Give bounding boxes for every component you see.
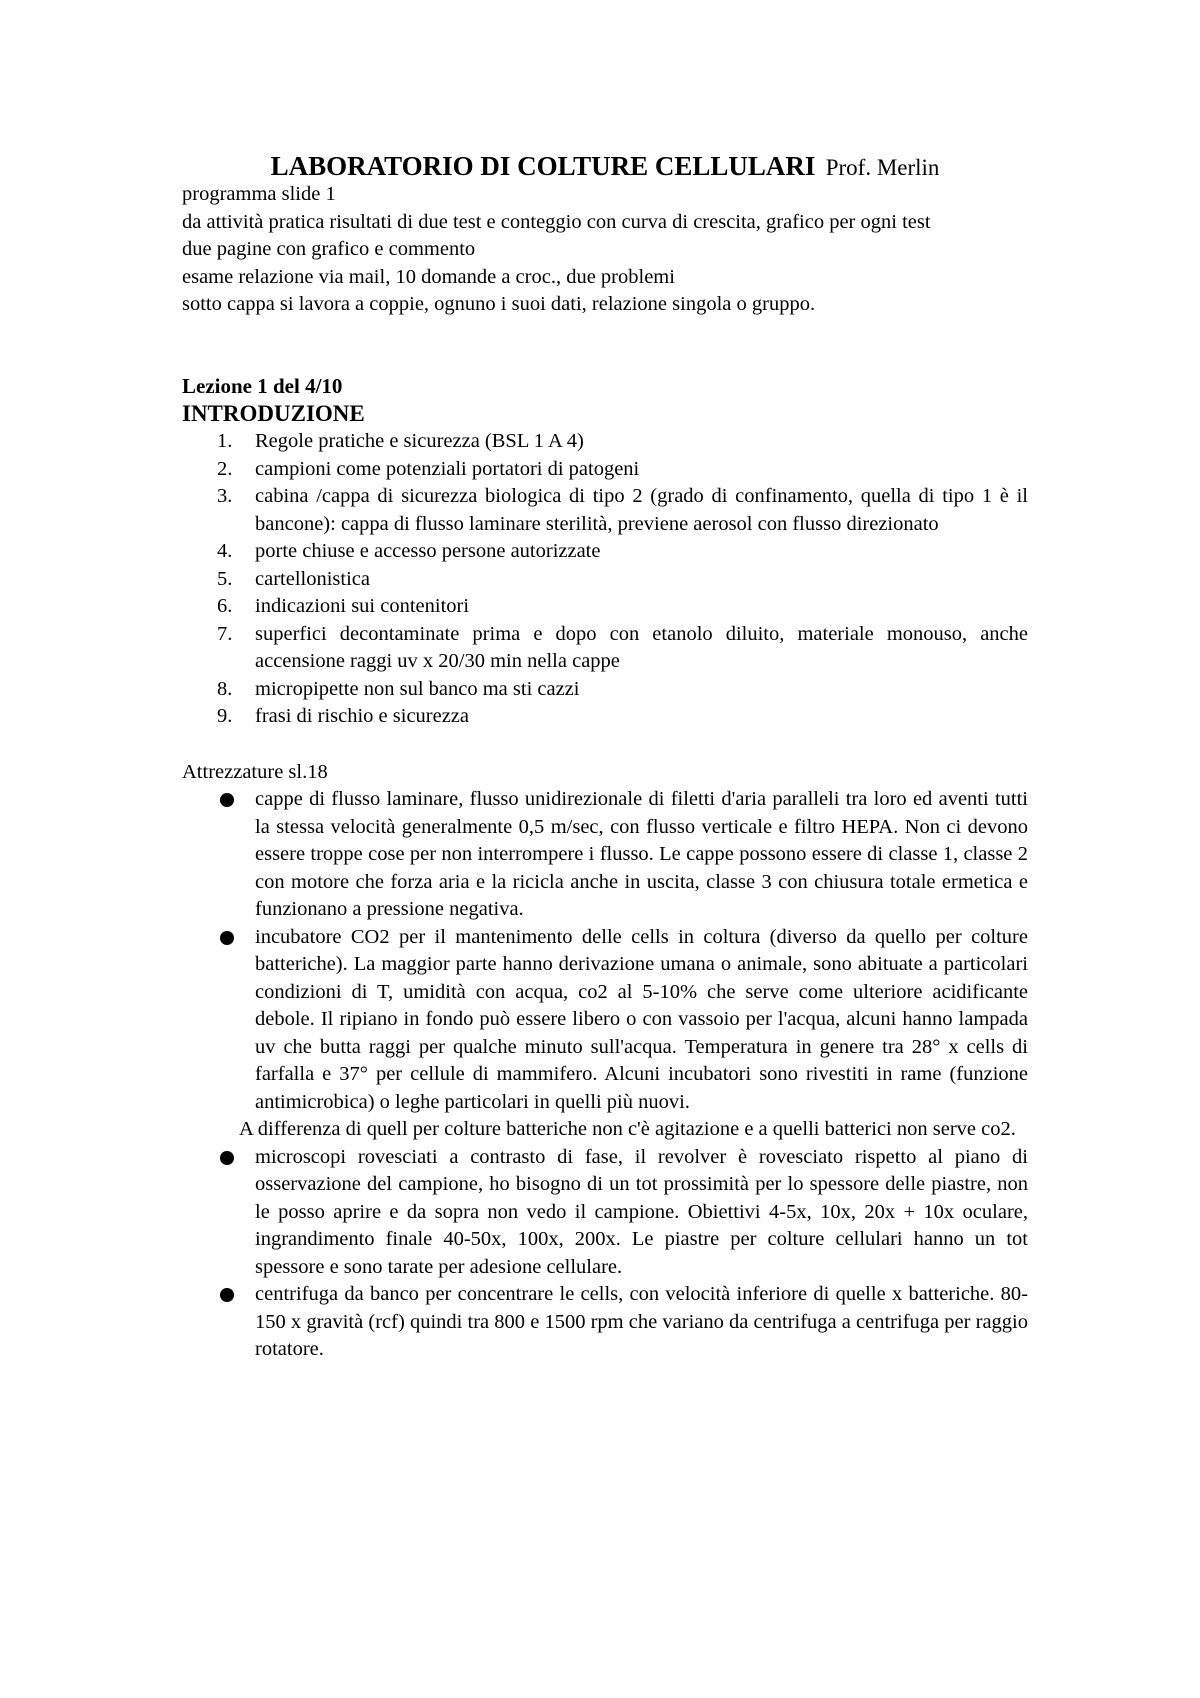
item-text: Regole pratiche e sicurezza (BSL 1 A 4) <box>255 430 584 452</box>
continuation-text: A differenza di quell per colture batteriche non c'è agitazione e a quelli batterici non serve co2. <box>239 1118 1016 1140</box>
item-number: 3. <box>217 485 233 507</box>
item-number: 6. <box>217 595 233 617</box>
equipment-label: Attrezzature sl.18 <box>182 760 328 783</box>
list-item <box>182 676 1028 704</box>
list-item <box>182 456 1028 484</box>
list-item <box>182 483 1028 538</box>
item-text: indicazioni sui contenitori <box>255 595 470 617</box>
list-item <box>182 1281 1028 1364</box>
numbered-list <box>182 428 1028 731</box>
section-heading: INTRODUZIONE <box>182 401 365 426</box>
intro-notes <box>182 181 1028 319</box>
item-number: 9. <box>217 705 233 727</box>
list-item <box>182 703 1028 731</box>
bullet-icon <box>220 931 234 945</box>
intro-line: esame relazione via mail, 10 domande a croc., due problemi <box>182 265 675 288</box>
list-item <box>182 1144 1028 1282</box>
item-text: incubatore CO2 per il mantenimento delle cells in coltura (diverso da quello per colture batteriche). La maggior parte hanno derivazione umana o animale, sono abituate a particolari condizioni di T, umidità con acqua, co2 al 5-10% che serve come ulteriore acidificante debole. Il ripiano in fondo può essere libero o con vassoio per l'acqua, alcuni hanno lampada uv che butta raggi per qualche minuto sull'acqua. Temperatura in genere tra 28° x cells di farfalla e 37° per cellule di mammifero. Alcuni incubatori sono rivestiti in rame (funzione antimicrobica) o leghe particolari in quelli più nuovi. <box>255 925 1028 1113</box>
item-number: 1. <box>217 430 233 452</box>
document-page <box>182 143 1028 1364</box>
intro-line: da attività pratica risultati di due test e conteggio con curva di crescita, grafico per ogni test <box>182 210 931 233</box>
course-title: LABORATORIO DI COLTURE CELLULARI <box>270 151 816 181</box>
item-number: 7. <box>217 622 233 645</box>
list-item <box>182 621 1028 676</box>
list-item <box>182 538 1028 566</box>
intro-line: programma slide 1 <box>182 183 336 205</box>
item-text: porte chiuse e accesso persone autorizzate <box>255 540 601 562</box>
item-number: 8. <box>217 677 233 700</box>
intro-line: sotto cappa si lavora a coppie, ognuno i suoi dati, relazione singola o gruppo. <box>182 293 816 315</box>
bullet-icon <box>220 1288 234 1302</box>
professor-name: Prof. Merlin <box>825 155 940 180</box>
bullet-list <box>182 786 1028 1364</box>
item-text: centrifuga da banco per concentrare le cells, con velocità inferiore di quelle x batteriche. 80-150 x gravità (rcf) quindi tra 800 e 1500 rpm che variano da centrifuga a centrifuga per raggio rotatore. <box>255 1283 1028 1360</box>
bullet-icon <box>220 1151 234 1165</box>
item-text: superfici decontaminate prima e dopo con etanolo diluito, materiale monouso, anche accensione raggi uv x 20/30 min nella cappe <box>255 622 1028 672</box>
item-text: cabina /cappa di sicurezza biologica di tipo 2 (grado di confinamento, quella di tipo 1 è il bancone): cappa di flusso laminare sterilità, previene aerosol con flusso direzionato <box>255 485 1028 535</box>
item-text: microscopi rovesciati a contrasto di fase, il revolver è rovesciato rispetto al piano di osservazione del campione, ho bisogno di un tot prossimità per lo spessore delle piastre, non le posso aprire e da sopra non vedo il campione. Obiettivi 4-5x, 10x, 20x + 10x oculare, ingrandimento finale 40-50x, 100x, 200x. Le piastre per colture cellulari hanno un tot spessore e sono tarate per adesione cellulare. <box>255 1145 1028 1278</box>
item-number: 2. <box>217 457 233 480</box>
bullet-icon <box>220 793 234 807</box>
item-text: micropipette non sul banco ma sti cazzi <box>255 677 580 700</box>
lesson-label: Lezione 1 del 4/10 <box>182 373 343 398</box>
list-item <box>182 566 1028 594</box>
item-text: cartellonistica <box>255 567 370 590</box>
item-number: 4. <box>217 540 233 562</box>
list-item <box>182 428 1028 456</box>
item-number: 5. <box>217 567 233 590</box>
item-text: frasi di rischio e sicurezza <box>255 705 470 727</box>
item-text: cappe di flusso laminare, flusso unidirezionale di filetti d'aria paralleli tra loro ed aventi tutti la stessa velocità generalmente 0,5 m/sec, con flusso verticale e filtro HEPA. Non ci devono essere troppe cose per non interrompere i flusso. Le cappe possono essere di classe 1, classe 2 con motore che forza aria e la ricicla anche in uscita, classe 3 con chiusura totale ermetica e funzionano a pressione negativa. <box>255 788 1028 920</box>
intro-line: due pagine con grafico e commento <box>182 238 476 260</box>
list-item <box>182 593 1028 621</box>
list-item <box>182 786 1028 924</box>
list-item <box>182 924 1028 1117</box>
item-text: campioni come potenziali portatori di patogeni <box>255 457 640 480</box>
document-title <box>182 143 1028 181</box>
